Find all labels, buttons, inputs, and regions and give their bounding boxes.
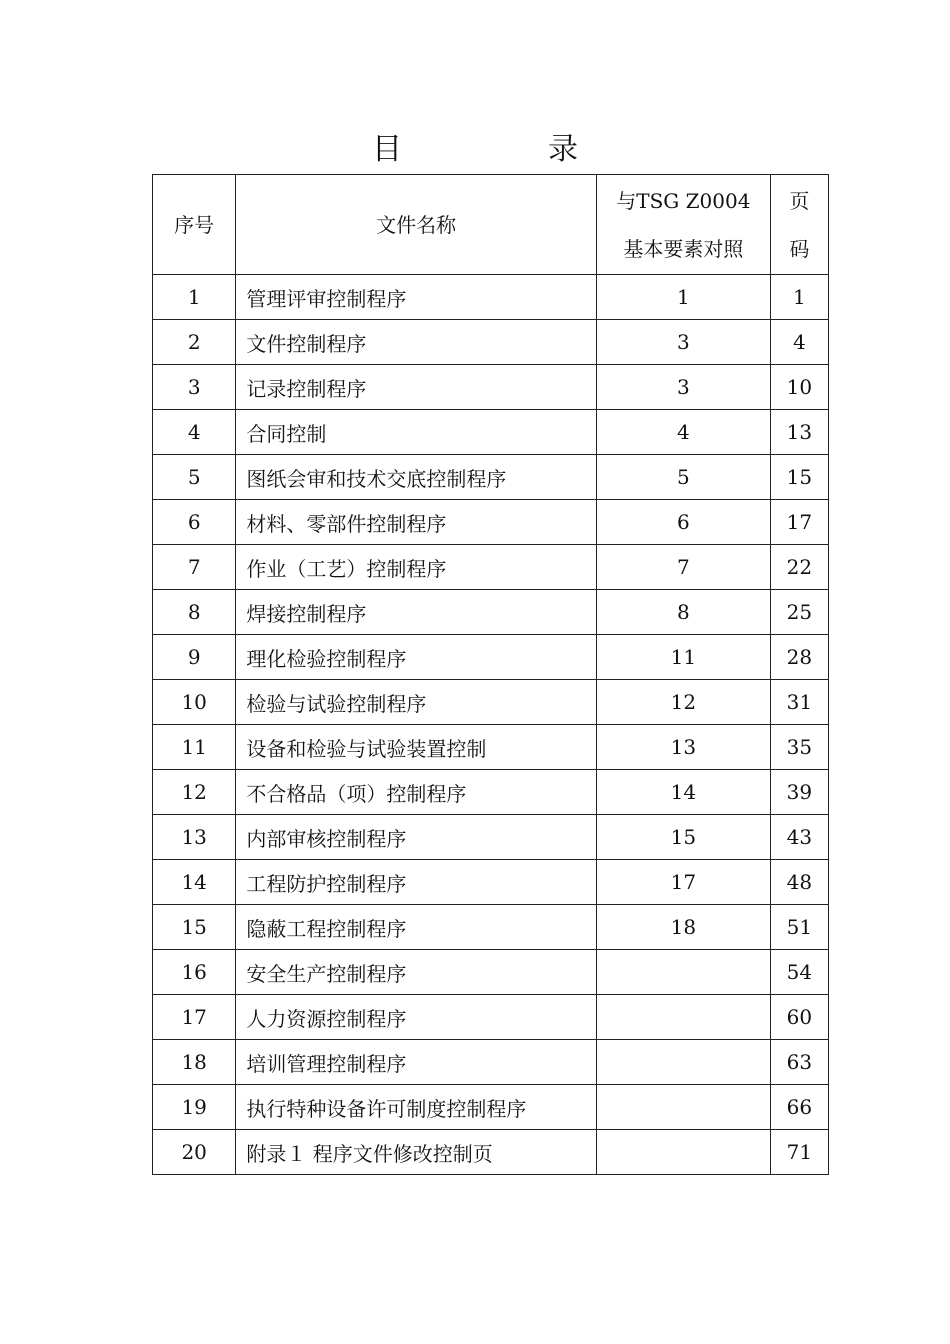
document-name: 材料、零部件控制程序	[236, 500, 597, 545]
tsg-element-ref: 17	[596, 860, 770, 905]
document-name: 理化检验控制程序	[236, 635, 597, 680]
page-number: 4	[770, 320, 828, 365]
document-name: 内部审核控制程序	[236, 815, 597, 860]
page-number: 28	[770, 635, 828, 680]
row-number: 5	[153, 455, 236, 500]
tsg-element-ref: 15	[596, 815, 770, 860]
table-row	[153, 320, 829, 365]
page-number: 1	[770, 275, 828, 320]
document-name: 焊接控制程序	[236, 590, 597, 635]
document-name: 工程防护控制程序	[236, 860, 597, 905]
header-name: 文件名称	[236, 175, 597, 275]
table-row	[153, 500, 829, 545]
tsg-element-ref: 12	[596, 680, 770, 725]
row-number: 2	[153, 320, 236, 365]
tsg-element-ref	[596, 1130, 770, 1175]
table-row	[153, 725, 829, 770]
header-page	[770, 175, 828, 275]
document-name: 图纸会审和技术交底控制程序	[236, 455, 597, 500]
document-name: 记录控制程序	[236, 365, 597, 410]
table-row	[153, 590, 829, 635]
page-number: 60	[770, 995, 828, 1040]
tsg-element-ref: 3	[596, 365, 770, 410]
header-page-line1: 页	[789, 188, 810, 213]
tsg-element-ref	[596, 950, 770, 995]
document-name: 检验与试验控制程序	[236, 680, 597, 725]
row-number: 16	[153, 950, 236, 995]
document-name: 人力资源控制程序	[236, 995, 597, 1040]
row-number: 8	[153, 590, 236, 635]
row-number: 7	[153, 545, 236, 590]
row-number: 4	[153, 410, 236, 455]
header-no: 序号	[153, 175, 236, 275]
page-number: 71	[770, 1130, 828, 1175]
tsg-element-ref: 11	[596, 635, 770, 680]
table-row	[153, 545, 829, 590]
document-name: 培训管理控制程序	[236, 1040, 597, 1085]
tsg-element-ref	[596, 995, 770, 1040]
table-row	[153, 455, 829, 500]
row-number: 3	[153, 365, 236, 410]
tsg-element-ref: 13	[596, 725, 770, 770]
page-number: 10	[770, 365, 828, 410]
document-name: 合同控制	[236, 410, 597, 455]
toc-table	[152, 174, 829, 1175]
header-ref-line1: 与TSG Z0004	[616, 188, 751, 213]
tsg-element-ref: 14	[596, 770, 770, 815]
document-name: 文件控制程序	[236, 320, 597, 365]
table-row	[153, 1130, 829, 1175]
table-row	[153, 1085, 829, 1130]
tsg-element-ref: 5	[596, 455, 770, 500]
tsg-element-ref: 3	[596, 320, 770, 365]
document-name: 执行特种设备许可制度控制程序	[236, 1085, 597, 1130]
table-header-row	[153, 175, 829, 275]
table-row	[153, 995, 829, 1040]
row-number: 20	[153, 1130, 236, 1175]
page-number: 66	[770, 1085, 828, 1130]
table-row	[153, 365, 829, 410]
page-number: 48	[770, 860, 828, 905]
tsg-element-ref: 8	[596, 590, 770, 635]
row-number: 15	[153, 905, 236, 950]
page-number: 17	[770, 500, 828, 545]
document-name: 作业（工艺）控制程序	[236, 545, 597, 590]
page-number: 15	[770, 455, 828, 500]
document-name: 管理评审控制程序	[236, 275, 597, 320]
document-name: 安全生产控制程序	[236, 950, 597, 995]
toc-body	[153, 275, 829, 1175]
table-row	[153, 905, 829, 950]
table-row	[153, 275, 829, 320]
page-number: 25	[770, 590, 828, 635]
row-number: 13	[153, 815, 236, 860]
row-number: 1	[153, 275, 236, 320]
tsg-element-ref: 18	[596, 905, 770, 950]
row-number: 6	[153, 500, 236, 545]
table-row	[153, 410, 829, 455]
page-number: 31	[770, 680, 828, 725]
page-number: 39	[770, 770, 828, 815]
page-number: 63	[770, 1040, 828, 1085]
tsg-element-ref: 6	[596, 500, 770, 545]
tsg-element-ref: 1	[596, 275, 770, 320]
header-ref-line2: 基本要素对照	[623, 236, 744, 261]
document-name: 设备和检验与试验装置控制	[236, 725, 597, 770]
row-number: 18	[153, 1040, 236, 1085]
document-name: 附录１ 程序文件修改控制页	[236, 1130, 597, 1175]
page-number: 22	[770, 545, 828, 590]
page-number: 54	[770, 950, 828, 995]
page-title: 目 录	[372, 132, 636, 167]
table-row	[153, 635, 829, 680]
table-row	[153, 1040, 829, 1085]
table-row	[153, 860, 829, 905]
tsg-element-ref: 4	[596, 410, 770, 455]
row-number: 9	[153, 635, 236, 680]
document-name: 隐蔽工程控制程序	[236, 905, 597, 950]
tsg-element-ref	[596, 1040, 770, 1085]
row-number: 19	[153, 1085, 236, 1130]
row-number: 14	[153, 860, 236, 905]
header-ref	[596, 175, 770, 275]
page-number: 13	[770, 410, 828, 455]
row-number: 17	[153, 995, 236, 1040]
header-page-line2: 码	[789, 236, 810, 261]
document-name: 不合格品（项）控制程序	[236, 770, 597, 815]
tsg-element-ref: 7	[596, 545, 770, 590]
table-row	[153, 815, 829, 860]
table-row	[153, 770, 829, 815]
tsg-element-ref	[596, 1085, 770, 1130]
row-number: 11	[153, 725, 236, 770]
row-number: 10	[153, 680, 236, 725]
row-number: 12	[153, 770, 236, 815]
page-number: 51	[770, 905, 828, 950]
table-row	[153, 950, 829, 995]
page-number: 35	[770, 725, 828, 770]
page-number: 43	[770, 815, 828, 860]
table-row	[153, 680, 829, 725]
